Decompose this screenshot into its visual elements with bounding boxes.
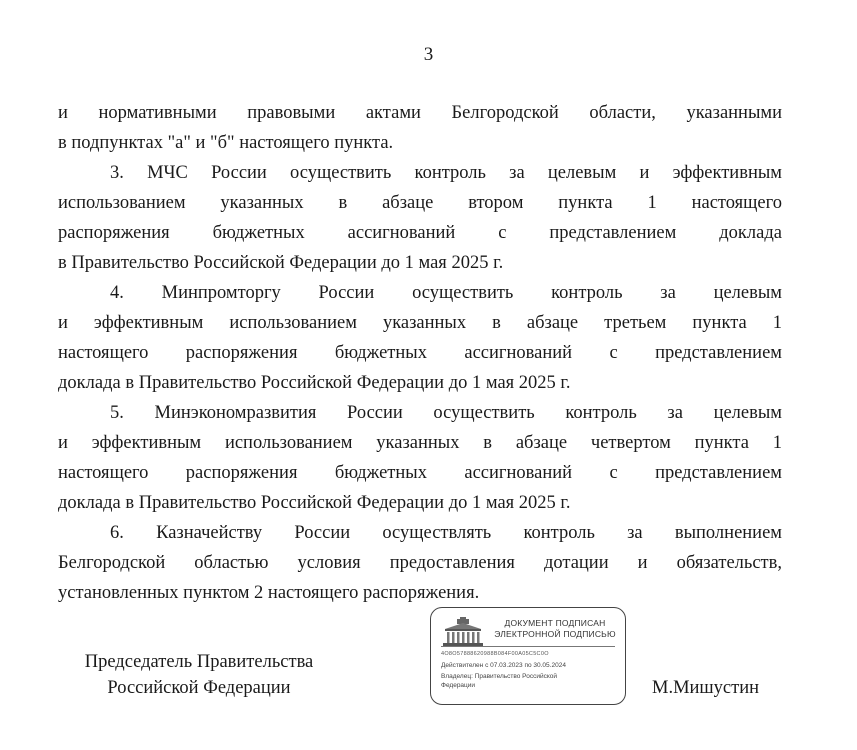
certificate-owner-line-1: Владелец: Правительство Российской xyxy=(441,673,558,680)
paragraph-line: использованием указанных в абзаце втором пункта 1 настоящего xyxy=(58,193,782,213)
paragraph xyxy=(58,278,782,398)
paragraph-line: в подпунктах "а" и "б" настоящего пункта. xyxy=(58,133,394,153)
paragraph-line: установленных пунктом 2 настоящего распоряжения. xyxy=(58,583,480,603)
paragraph-line: доклада в Правительство Российской Федерации до 1 мая 2025 г. xyxy=(58,373,571,393)
stamp-header-line-2: ЭЛЕКТРОННОЙ ПОДПИСЬЮ xyxy=(494,629,616,639)
stamp-divider xyxy=(441,646,615,647)
stamp-header xyxy=(491,618,619,640)
certificate-validity: Действителен с 07.03.2023 по 30.05.2024 xyxy=(441,662,566,669)
paragraph xyxy=(58,158,782,278)
paragraph-line: и эффективным использованием указанных в абзаце третьем пункта 1 xyxy=(58,313,782,333)
paragraph-line: 4. Минпромторгу России осуществить контроль за целевым xyxy=(110,283,782,303)
document-body xyxy=(58,98,782,608)
signatory-title-line-1: Председатель Правительства xyxy=(84,652,314,672)
certificate-serial: 4O8O57888620988B084F00A05C5C0O xyxy=(441,651,549,657)
signatory-title xyxy=(58,649,340,701)
signatory-title-line-2: Российской Федерации xyxy=(107,678,291,698)
electronic-signature-stamp xyxy=(430,607,626,705)
paragraph-line: 6. Казначейству России осуществлять контроль за выполнением xyxy=(110,523,782,543)
paragraph-line: распоряжения бюджетных ассигнований с представлением доклада xyxy=(58,223,782,243)
paragraph-line: и нормативными правовыми актами Белгородской области, указанными xyxy=(58,103,782,123)
paragraph xyxy=(58,98,782,158)
stamp-header-line-1: ДОКУМЕНТ ПОДПИСАН xyxy=(504,618,606,628)
paragraph-line: в Правительство Российской Федерации до 1 мая 2025 г. xyxy=(58,253,504,273)
paragraph xyxy=(58,398,782,518)
paragraph-line: доклада в Правительство Российской Федерации до 1 мая 2025 г. xyxy=(58,493,571,513)
signatory-name: М.Мишустин xyxy=(652,678,760,698)
page-number: 3 xyxy=(423,44,434,65)
government-building-icon xyxy=(441,617,485,649)
paragraph xyxy=(58,518,782,608)
certificate-owner-line-2: Федерации xyxy=(441,682,476,689)
paragraph-line: 5. Минэкономразвития России осуществить контроль за целевым xyxy=(110,403,782,423)
paragraph-line: настоящего распоряжения бюджетных ассигнований с представлением xyxy=(58,343,782,363)
paragraph-line: настоящего распоряжения бюджетных ассигнований с представлением xyxy=(58,463,782,483)
certificate-owner xyxy=(441,672,601,690)
paragraph-line: и эффективным использованием указанных в абзаце четвертом пункта 1 xyxy=(58,433,782,453)
paragraph-line: 3. МЧС России осуществить контроль за целевым и эффективным xyxy=(110,163,782,183)
paragraph-line: Белгородской областью условия предоставления дотации и обязательств, xyxy=(58,553,782,573)
